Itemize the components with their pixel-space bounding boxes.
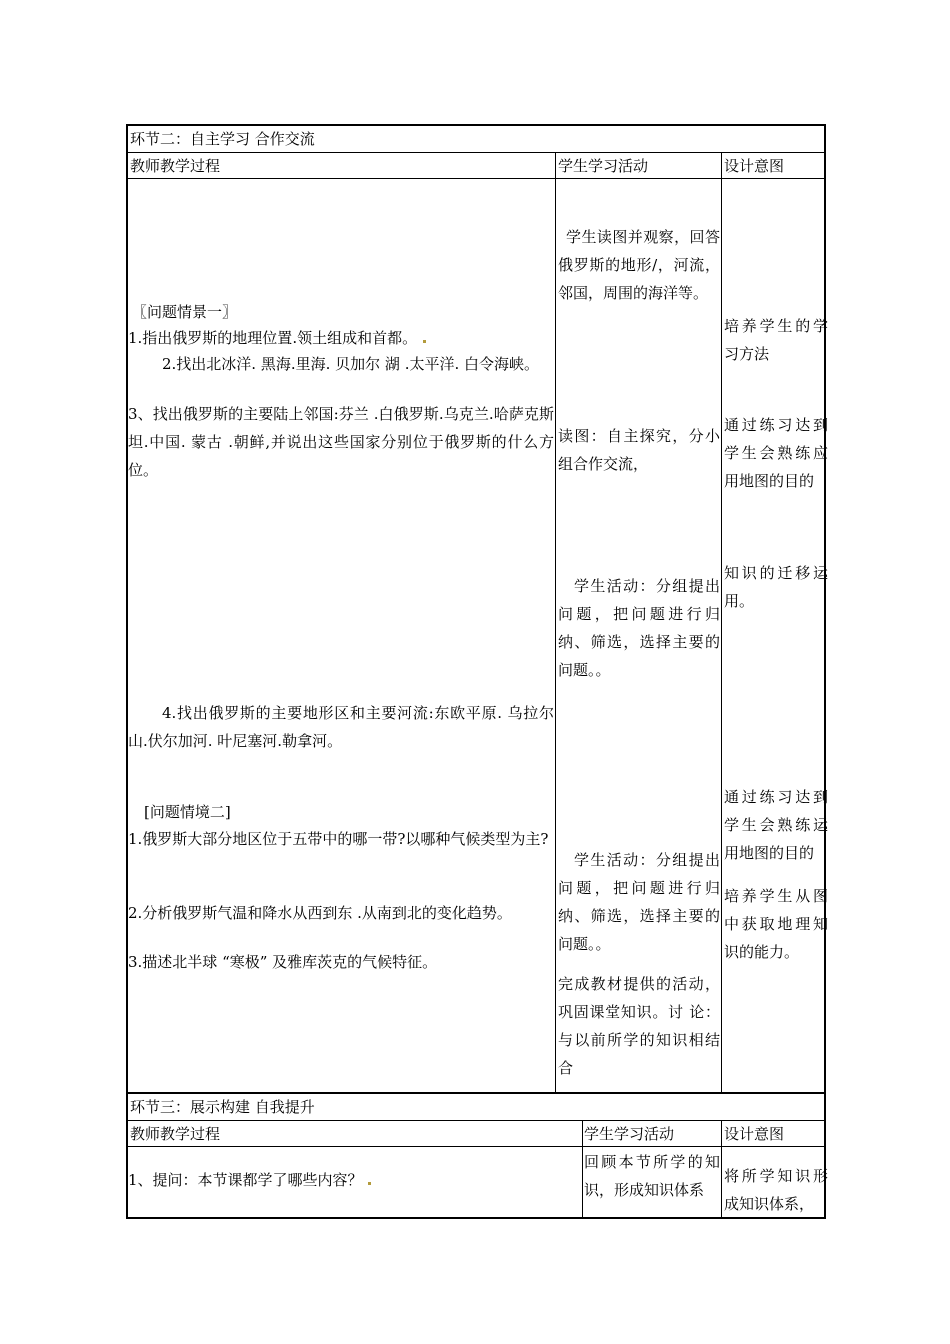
mark-icon bbox=[423, 340, 426, 343]
question-2: 2.找出北冰洋. 黑海.里海. 贝加尔 湖 .太平洋. 白令海峡。 bbox=[162, 355, 539, 373]
student-activity-1: 学生读图并观察，回答俄罗斯的地形/，河流，邻国，周围的海洋等。 bbox=[558, 228, 720, 302]
design-intent-5: 培养学生从图中获取地理知识的能力。 bbox=[724, 887, 828, 961]
scene1-title: 〖问题情景一〗 bbox=[132, 303, 238, 321]
header-student-activity: 学生学习活动 bbox=[584, 1125, 675, 1143]
section2-title-row bbox=[128, 126, 824, 153]
design-intent-3: 知识的迁移运用。 bbox=[724, 564, 828, 610]
question-3: 3、找出俄罗斯的主要陆上邻国:芬兰 .白俄罗斯.乌克兰.哈萨克斯坦.中国. 蒙古 .朝鲜,并说出这些国家分别位于俄罗斯的什么方位。 bbox=[128, 405, 554, 479]
section3-title: 环节三：展示构建 自我提升 bbox=[130, 1098, 315, 1116]
column-divider bbox=[555, 153, 556, 1092]
section2-title: 环节二：自主学习 合作交流 bbox=[130, 130, 315, 148]
design-intent-2: 通过练习达到学生会熟练应用地图的目的 bbox=[724, 416, 828, 490]
question-6: 2.分析俄罗斯气温和降水从西到东 .从南到北的变化趋势。 bbox=[128, 904, 512, 922]
section3-question-1-text: 1、提问：本节课都学了哪些内容？ bbox=[128, 1171, 363, 1189]
design-intent-4: 通过练习达到学生会熟练运用地图的目的 bbox=[724, 788, 828, 862]
question-5: 1.俄罗斯大部分地区位于五带中的哪一带?以哪种气候类型为主? bbox=[128, 830, 549, 848]
section3-table bbox=[126, 1093, 826, 1219]
question-4: 4.找出俄罗斯的主要地形区和主要河流:东欧平原. 乌拉尔山.伏尔加河. 叶尼塞河.勒拿河。 bbox=[128, 704, 554, 750]
student-activity-4: 学生活动：分组提出问题，把问题进行归纳、筛选，选择主要的问题。。 bbox=[558, 851, 720, 953]
header-student-activity: 学生学习活动 bbox=[558, 157, 649, 175]
section3-design-intent-1: 将所学知识形成知识体系， bbox=[724, 1167, 828, 1213]
question-7: 3.描述北半球 “寒极” 及雅库茨克的气候特征。 bbox=[128, 953, 438, 971]
section3-title-row bbox=[128, 1094, 824, 1121]
question-1-text: 1.指出俄罗斯的地理位置.领土组成和首都。 bbox=[128, 329, 418, 347]
section3-student-activity-1: 回顾本节所学的知识，形成知识体系 bbox=[584, 1153, 720, 1199]
student-activity-5: 完成教材提供的活动，巩固课堂知识。讨 论：与以前所学的知识相结合 bbox=[558, 975, 720, 1077]
column-divider bbox=[721, 1121, 722, 1217]
section2-header-row bbox=[128, 153, 824, 179]
scene2-title: [问题情境二] bbox=[144, 803, 231, 821]
design-intent-1: 培养学生的学习方法 bbox=[724, 317, 828, 363]
student-activity-2: 读图：自主探究，分小组合作交流， bbox=[558, 427, 720, 473]
section2-table bbox=[126, 124, 826, 1094]
header-design-intent: 设计意图 bbox=[724, 1125, 785, 1143]
header-teacher-process: 教师教学过程 bbox=[130, 1125, 221, 1143]
section3-header-row bbox=[128, 1121, 824, 1147]
question-1 bbox=[128, 324, 552, 352]
student-activity-3: 学生活动：分组提出问题，把问题进行归纳、筛选，选择主要的问题。。 bbox=[558, 577, 720, 679]
column-divider bbox=[721, 153, 722, 1092]
column-divider bbox=[582, 1121, 583, 1217]
header-teacher-process: 教师教学过程 bbox=[130, 157, 221, 175]
section3-question-1 bbox=[128, 1166, 578, 1194]
mark-icon bbox=[368, 1182, 371, 1185]
header-design-intent: 设计意图 bbox=[724, 157, 785, 175]
